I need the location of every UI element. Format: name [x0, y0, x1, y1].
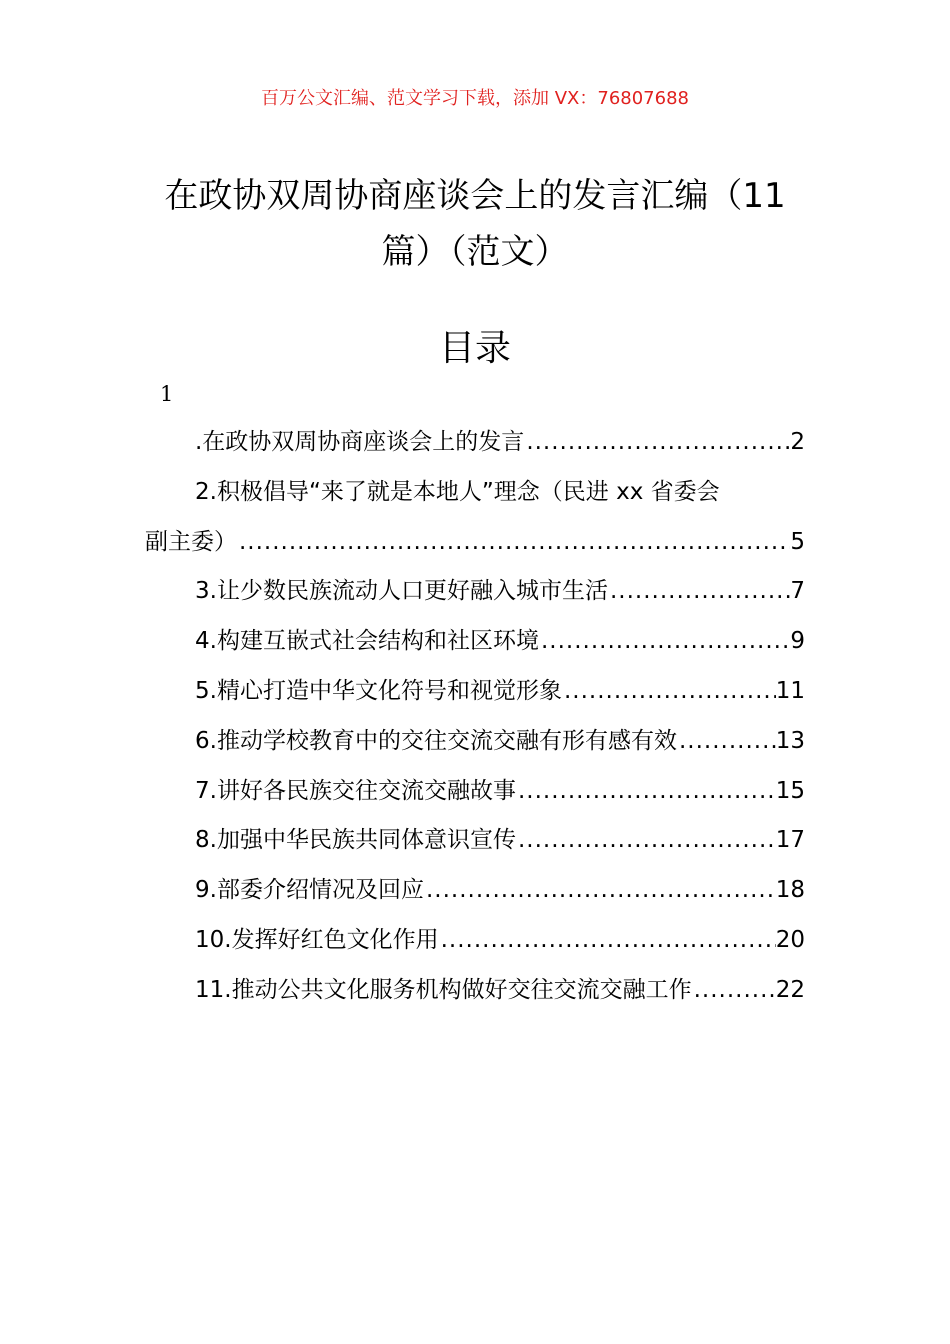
toc-entry-text: 8.加强中华民族共同体意识宣传: [195, 827, 516, 854]
toc-entry-11[interactable]: [145, 966, 805, 1016]
toc-entry-page: 2: [790, 429, 805, 455]
toc-entry-page: 5: [790, 528, 805, 555]
toc-entry-2[interactable]: [145, 468, 805, 568]
toc-entry-5[interactable]: [145, 667, 805, 717]
table-of-contents: [145, 418, 805, 1016]
toc-leader-dots: [562, 667, 776, 717]
toc-leader-dots: [677, 717, 776, 767]
toc-entry-9[interactable]: [145, 866, 805, 916]
toc-leader-dots: [524, 418, 790, 468]
toc-entry-1[interactable]: [145, 418, 805, 468]
toc-leader-dots: [439, 916, 776, 966]
toc-leader-dots: [424, 866, 776, 916]
toc-entry-page: 9: [790, 628, 805, 655]
toc-entry-3[interactable]: [145, 567, 805, 617]
toc-entry-6[interactable]: [145, 717, 805, 767]
toc-entry-text: 11.推动公共文化服务机构做好交往交流交融工作: [195, 976, 692, 1003]
stray-page-mark: 1: [160, 382, 174, 406]
toc-entry-text-continued: 副主委）: [145, 528, 237, 555]
toc-leader-dots: [237, 518, 790, 568]
watermark-text: 百万公文汇编、范文学习下载，添加 VX：76807688: [261, 88, 689, 109]
toc-entry-page: 18: [775, 877, 805, 904]
toc-entry-text: 9.部委介绍情况及回应: [195, 877, 424, 904]
toc-leader-dots: [539, 617, 790, 667]
toc-entry-4[interactable]: [145, 617, 805, 667]
toc-entry-page: 13: [775, 727, 805, 754]
toc-leader-dots: [692, 966, 776, 1016]
toc-entry-text: 2.积极倡导“来了就是本地人”理念（民进 xx 省委会: [195, 478, 720, 505]
toc-entry-text: 4.构建互嵌式社会结构和社区环境: [195, 628, 539, 655]
toc-entry-page: 15: [775, 777, 805, 804]
toc-entry-page: 17: [775, 827, 805, 854]
toc-entry-text: 5.精心打造中华文化符号和视觉形象: [195, 677, 562, 704]
toc-entry-text: .在政协双周协商座谈会上的发言: [195, 429, 525, 455]
toc-entry-page: 11: [775, 677, 805, 704]
toc-entry-text: 3.让少数民族流动人口更好融入城市生活: [195, 578, 608, 605]
toc-entry-8[interactable]: [145, 816, 805, 866]
toc-leader-dots: [516, 816, 776, 866]
document-title: 在政协双周协商座谈会上的发言汇编（11篇）（范文）: [164, 176, 786, 272]
toc-entry-page: 22: [775, 976, 805, 1003]
toc-entry-text: 7.讲好各民族交往交流交融故事: [195, 777, 516, 804]
toc-entry-7[interactable]: [145, 767, 805, 817]
toc-entry-text: 6.推动学校教育中的交往交流交融有形有感有效: [195, 727, 677, 754]
toc-leader-dots: [516, 767, 776, 817]
toc-entry-10[interactable]: [145, 916, 805, 966]
toc-entry-page: 7: [790, 578, 805, 605]
toc-entry-text: 10.发挥好红色文化作用: [195, 926, 439, 953]
toc-entry-page: 20: [775, 926, 805, 953]
toc-leader-dots: [608, 567, 790, 617]
toc-heading: 目录: [438, 328, 511, 369]
